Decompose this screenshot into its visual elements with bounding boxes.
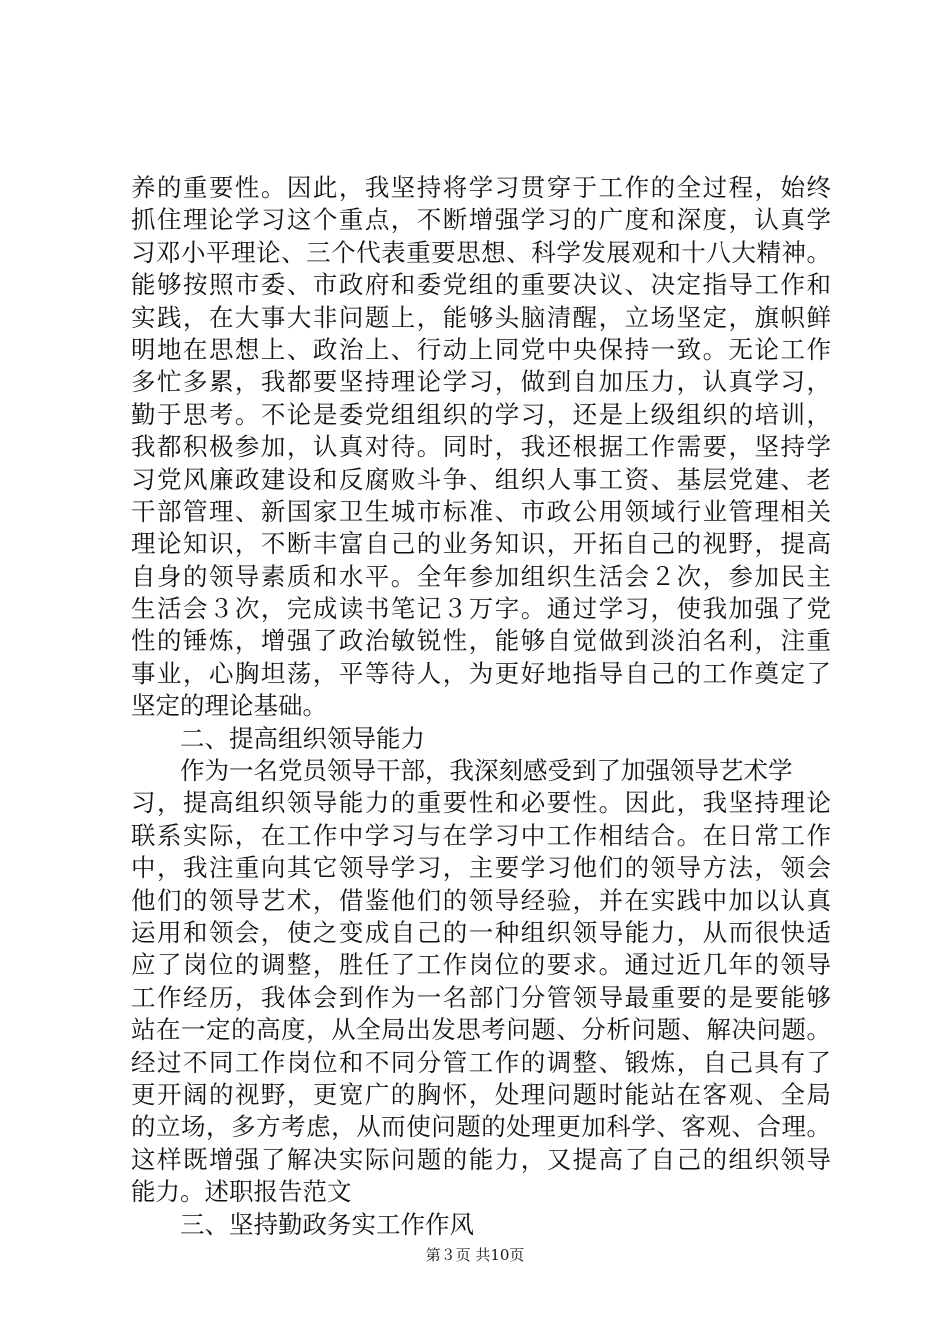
body-line: 运用和领会，使之变成自己的一种组织领导能力，从而很快适 (131, 917, 831, 947)
body-line: 事业，心胸坦荡，平等待人，为更好地指导自己的工作奠定了 (131, 658, 831, 688)
body-line: 能力。述职报告范文 (131, 1177, 352, 1207)
body-line: 抓住理论学习这个重点，不断增强学习的广度和深度，认真学 (131, 205, 831, 235)
body-line: 他们的领导艺术，借鉴他们的领导经验，并在实践中加以认真 (131, 885, 831, 915)
body-line: 多忙多累，我都要坚持理论学习，做到自加压力，认真学习， (131, 367, 831, 397)
body-line: 性的锤炼，增强了政治敏锐性，能够自觉做到淡泊名利，注重 (131, 626, 831, 656)
page-number-footer: 第３页 共10页 (425, 1246, 525, 1264)
body-line: 生活会３次，完成读书笔记３万字。通过学习，使我加强了党 (131, 594, 831, 624)
body-line: 我都积极参加，认真对待。同时，我还根据工作需要，坚持学 (131, 432, 831, 462)
document-body (131, 172, 831, 1241)
section-heading: 二、提高组织领导能力 (180, 723, 425, 753)
body-line: 应了岗位的调整，胜任了工作岗位的要求。通过近几年的领导 (131, 950, 831, 980)
body-line: 习，提高组织领导能力的重要性和必要性。因此，我坚持理论 (131, 788, 831, 818)
body-line: 中，我注重向其它领导学习，主要学习他们的领导方法，领会 (131, 853, 831, 883)
body-line: 经过不同工作岗位和不同分管工作的调整、锻炼，自己具有了 (131, 1047, 831, 1077)
body-line: 勤于思考。不论是委党组组织的学习，还是上级组织的培训， (131, 399, 831, 429)
body-line: 实践，在大事大非问题上，能够头脑清醒，立场坚定，旗帜鲜 (131, 302, 831, 332)
body-line: 站在一定的高度，从全局出发思考问题、分析问题、解决问题。 (131, 1015, 831, 1045)
section-heading: 三、坚持勤政务实工作作风 (180, 1209, 474, 1239)
body-line: 习邓小平理论、三个代表重要思想、科学发展观和十八大精神。 (131, 237, 831, 267)
body-line: 能够按照市委、市政府和委党组的重要决议、决定指导工作和 (131, 270, 831, 300)
body-line: 明地在思想上、政治上、行动上同党中央保持一致。无论工作 (131, 334, 831, 364)
body-line: 养的重要性。因此，我坚持将学习贯穿于工作的全过程，始终 (131, 173, 831, 202)
body-line: 工作经历，我体会到作为一名部门分管领导最重要的是要能够 (131, 982, 831, 1012)
body-line: 自身的领导素质和水平。全年参加组织生活会２次，参加民主 (131, 561, 831, 591)
body-line: 更开阔的视野，更宽广的胸怀，处理问题时能站在客观、全局 (131, 1079, 831, 1109)
body-line: 这样既增强了解决实际问题的能力，又提高了自己的组织领导 (131, 1144, 831, 1174)
body-line: 习党风廉政建设和反腐败斗争、组织人事工资、基层党建、老 (131, 464, 831, 494)
body-line: 联系实际，在工作中学习与在学习中工作相结合。在日常工作 (131, 820, 831, 850)
body-line: 干部管理、新国家卫生城市标准、市政公用领域行业管理相关 (131, 496, 831, 526)
paragraph-first-line: 作为一名党员领导干部，我深刻感受到了加强领导艺术学 (180, 756, 793, 786)
body-line: 的立场，多方考虑，从而使问题的处理更加科学、客观、合理。 (131, 1112, 831, 1142)
body-line: 理论知识，不断丰富自己的业务知识，开拓自己的视野，提高 (131, 529, 831, 559)
body-line: 坚定的理论基础。 (131, 691, 327, 721)
